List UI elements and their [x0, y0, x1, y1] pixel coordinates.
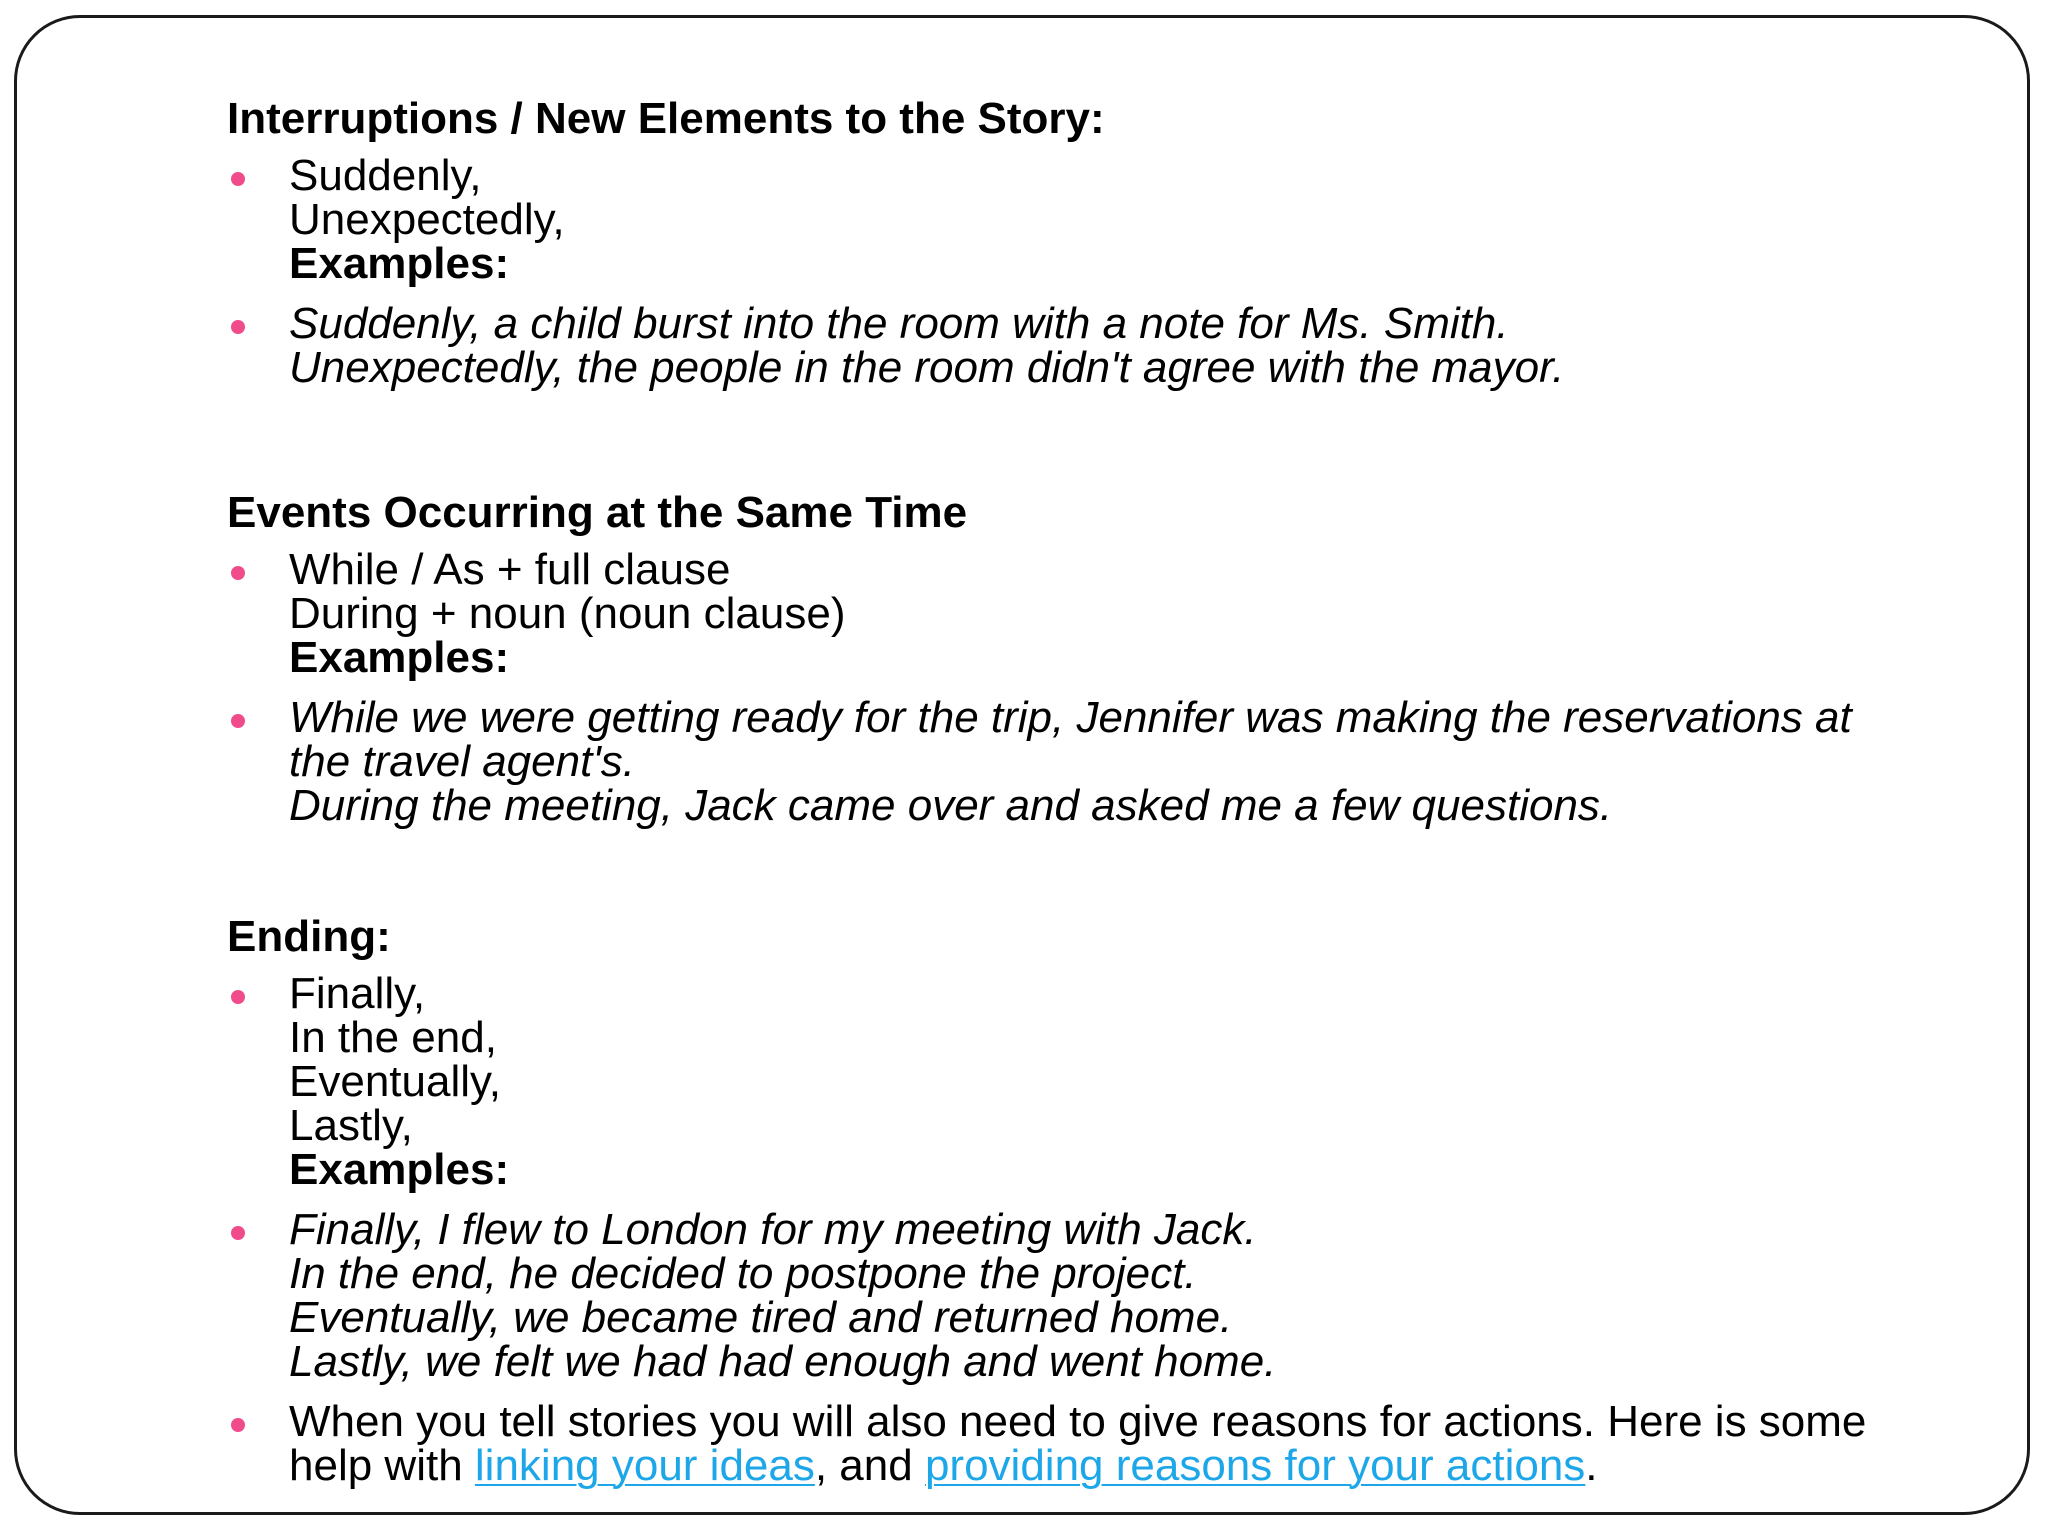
bullet-dot-icon: [231, 320, 245, 334]
section-heading-interruptions: Interruptions / New Elements to the Story:: [227, 94, 1105, 143]
word-suddenly: Suddenly,: [289, 151, 482, 200]
closing-prefix: help with: [289, 1441, 475, 1490]
example-sentence: Eventually, we became tired and returned home.: [289, 1293, 1233, 1342]
section-heading-same-time: Events Occurring at the Same Time: [227, 488, 968, 537]
slide-content: [227, 96, 1947, 1504]
linking-ideas-link[interactable]: linking your ideas: [474, 1441, 815, 1490]
interruptions-list: [227, 151, 1947, 392]
example-sentence: the travel agent's.: [289, 737, 635, 786]
list-item: [227, 545, 1947, 682]
providing-reasons-link[interactable]: providing reasons for your actions: [924, 1441, 1586, 1490]
word-during: During + noun (noun clause): [289, 589, 846, 638]
same-time-list: [227, 545, 1947, 830]
bullet-dot-icon: [231, 172, 245, 186]
list-item: [227, 1397, 1947, 1490]
examples-label: Examples:: [289, 239, 510, 288]
word-while-as: While / As + full clause: [289, 545, 731, 594]
example-sentence: In the end, he decided to postpone the project.: [289, 1249, 1197, 1298]
bullet-dot-icon: [231, 1226, 245, 1240]
closing-line-1: When you tell stories you will also need to give reasons for actions. Here is some: [289, 1397, 1867, 1446]
example-sentence: Suddenly, a child burst into the room with a note for Ms. Smith.: [289, 299, 1509, 348]
example-sentence: Lastly, we felt we had had enough and went home.: [289, 1337, 1277, 1386]
section-spacer: [227, 844, 1947, 914]
word-in-the-end: In the end,: [289, 1013, 497, 1062]
example-sentence: Finally, I flew to London for my meeting with Jack.: [289, 1205, 1257, 1254]
list-item: [227, 1205, 1947, 1386]
word-finally: Finally,: [289, 969, 426, 1018]
examples-label: Examples:: [289, 633, 510, 682]
examples-label: Examples:: [289, 1145, 510, 1194]
word-unexpectedly: Unexpectedly,: [289, 195, 565, 244]
section-heading-ending: Ending:: [227, 912, 391, 961]
closing-middle: , and: [814, 1441, 925, 1490]
example-sentence: Unexpectedly, the people in the room didn't agree with the mayor.: [289, 343, 1565, 392]
section-spacer: [227, 406, 1947, 490]
list-item: [227, 693, 1947, 830]
closing-suffix: .: [1585, 1441, 1598, 1490]
bullet-dot-icon: [231, 566, 245, 580]
list-item: [227, 151, 1947, 288]
list-item: [227, 969, 1947, 1194]
word-eventually: Eventually,: [289, 1057, 501, 1106]
list-item: [227, 299, 1947, 392]
word-lastly: Lastly,: [289, 1101, 413, 1150]
bullet-dot-icon: [231, 714, 245, 728]
ending-list: [227, 969, 1947, 1490]
example-sentence: During the meeting, Jack came over and asked me a few questions.: [289, 781, 1613, 830]
example-sentence: While we were getting ready for the trip, Jennifer was making the reservations at: [289, 693, 1852, 742]
bullet-dot-icon: [231, 1418, 245, 1432]
closing-line-2: [289, 1441, 1947, 1490]
bullet-dot-icon: [231, 990, 245, 1004]
